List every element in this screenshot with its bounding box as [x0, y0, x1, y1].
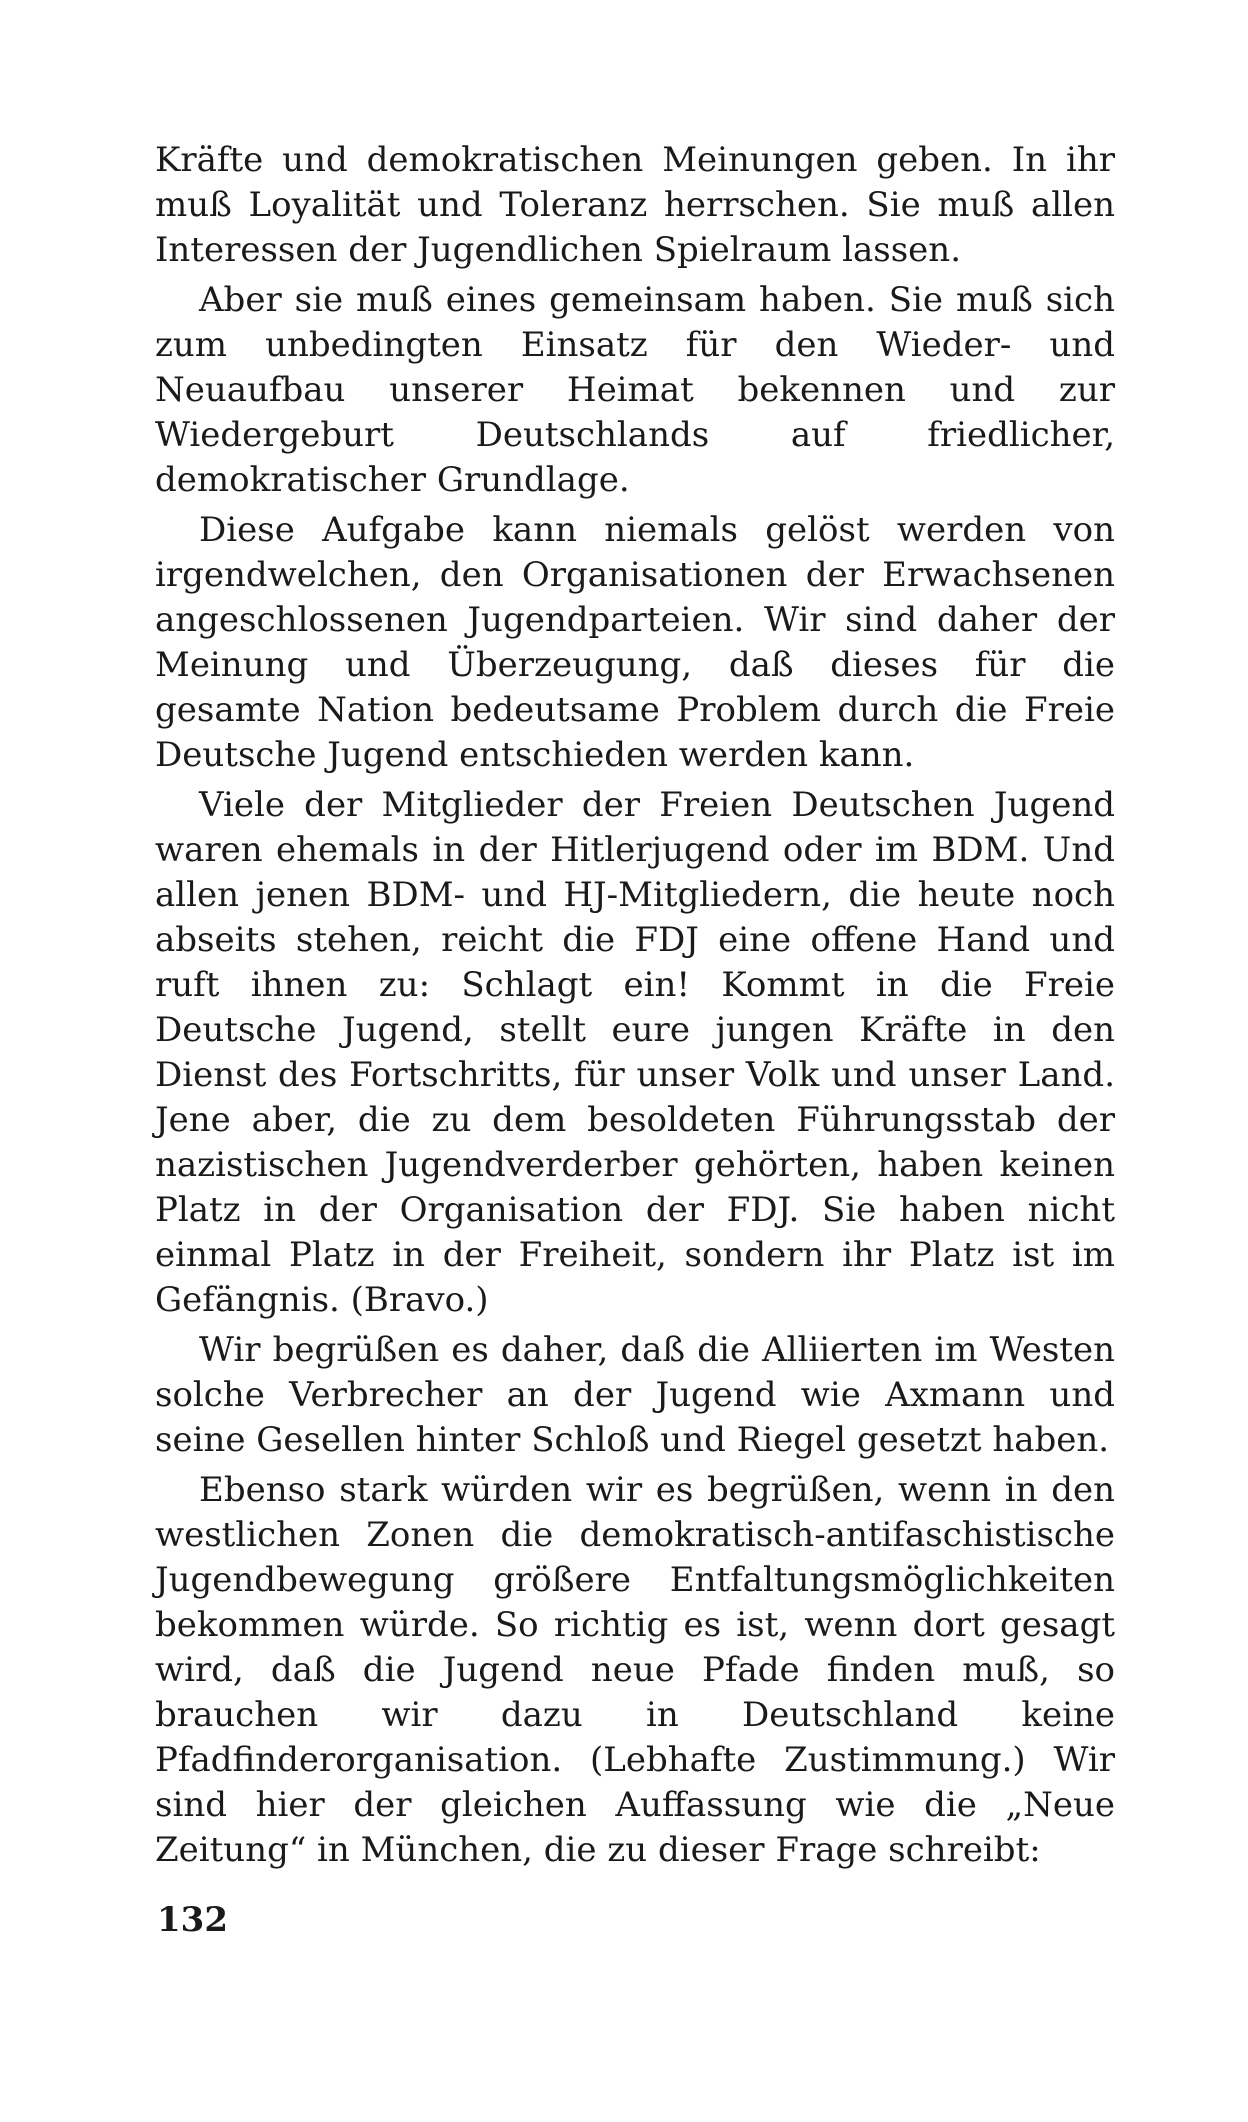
paragraph-5: Wir begrüßen es daher, daß die Alliierten im Westen solche Verbrecher an der Jugend wie Axmann und seine Gesellen hinter Schloß und Riegel gesetzt haben.	[155, 1330, 1115, 1460]
paragraph-1: Kräfte und demokratischen Meinungen geben. In ihr muß Loyalität und Toleranz herrschen. Sie muß allen Interessen der Jugendlichen Spielraum lassen.	[155, 140, 1115, 270]
page-number: 132	[157, 1900, 228, 1940]
paragraph-2: Aber sie muß eines gemeinsam haben. Sie muß sich zum unbedingten Einsatz für den Wieder- und Neuaufbau unserer Heimat bekennen und zur Wiedergeburt Deutschlands auf friedlicher, demokratischer Grundlage.	[155, 280, 1115, 500]
paragraph-3: Diese Aufgabe kann niemals gelöst werden von irgendwelchen, den Organisationen der Erwachsenen angeschlossenen Jugendparteien. Wir sind daher der Meinung und Überzeugung, daß dieses für die gesamte Nation bedeutsame Problem durch die Freie Deutsche Jugend entschieden werden kann.	[155, 510, 1115, 775]
paragraph-6: Ebenso stark würden wir es begrüßen, wenn in den westlichen Zonen die demokratisch-antifaschistische Jugendbewegung größere Entfaltungsmöglichkeiten bekommen würde. So richtig es ist, wenn dort gesagt wird, daß die Jugend neue Pfade finden muß, so brauchen wir dazu in Deutschland keine Pfadfinderorganisation. (Lebhafte Zustimmung.) Wir sind hier der gleichen Auffassung wie die „Neue Zeitung“ in München, die zu dieser Frage schreibt:	[155, 1470, 1115, 1870]
paragraph-4: Viele der Mitglieder der Freien Deutschen Jugend waren ehemals in der Hitlerjugend oder im BDM. Und allen jenen BDM- und HJ-Mitgliedern, die heute noch abseits stehen, reicht die FDJ eine offene Hand und ruft ihnen zu: Schlagt ein! Kommt in die Freie Deutsche Jugend, stellt eure jungen Kräfte in den Dienst des Fortschritts, für unser Volk und unser Land. Jene aber, die zu dem besoldeten Führungsstab der nazistischen Jugendverderber gehörten, haben keinen Platz in der Organisation der FDJ. Sie haben nicht einmal Platz in der Freiheit, sondern ihr Platz ist im Gefängnis. (Bravo.)	[155, 785, 1115, 1320]
body-text	[155, 138, 1115, 1878]
